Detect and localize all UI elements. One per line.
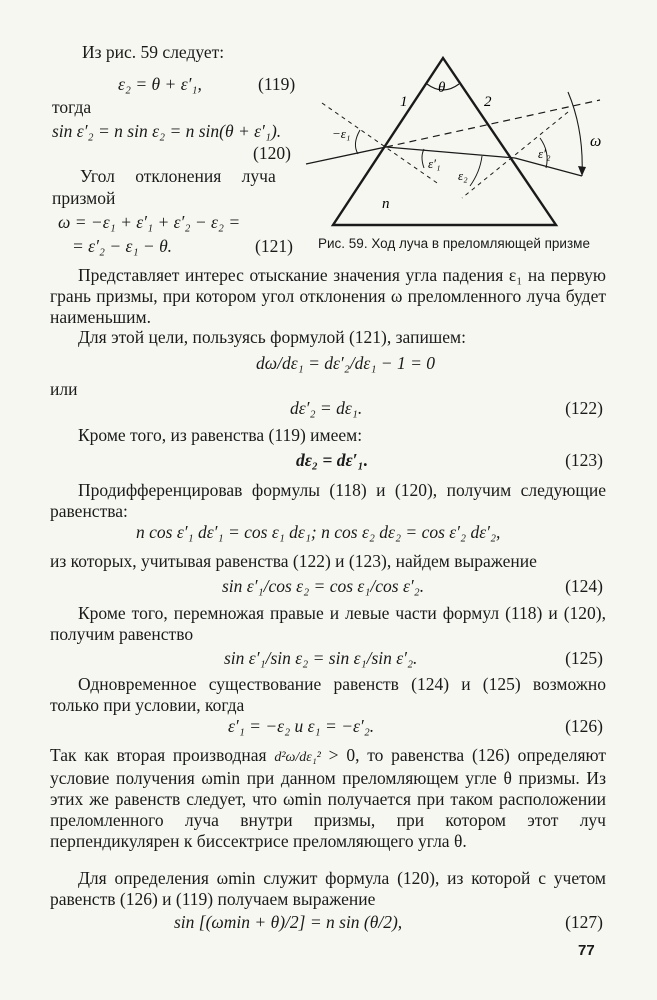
equation-123-number: (123): [565, 450, 603, 470]
equation-121-number: (121): [255, 236, 293, 256]
equation-126: ε′₁ = −ε₂ и ε₁ = −ε′₂.: [228, 716, 375, 736]
paragraph-1: Представляет интерес отыскание значения угла падения ε₁ на первую грань призмы, при котором угол отклонения ω преломленного луча будет наименьшим.: [50, 265, 606, 327]
paragraph-8: Так как вторая производная d²ω/dε₁² > 0, то равенства (126) определяют условие получения ωmin при данном преломляющем угле θ призмы. Из этих же равенств следует, что ωmin получается при таком расположении преломленного луча внутри призмы, при котором этот луч перпендикулярен к биссектрисе преломляющего угла θ.: [50, 745, 606, 851]
equation-120: sin ε′₂ = n sin ε₂ = n sin(θ + ε′₁).: [52, 121, 282, 141]
paragraph-7: Одновременное существование равенств (124) и (125) возможно только при условии, когда: [50, 674, 606, 715]
equation-differentials: n cos ε′₁ dε′₁ = cos ε₁ dε₁; n cos ε₂ dε₂ = cos ε′₂ dε′₂,: [136, 522, 501, 542]
equation-121-line2: = ε′₂ − ε₁ − θ.: [72, 236, 173, 256]
label-face-1: 1: [400, 94, 408, 110]
label-face-2: 2: [484, 94, 492, 110]
second-derivative-fraction: d²ω/dε₁²: [274, 750, 321, 765]
paragraph-6: Кроме того, перемножая правые и левые части формул (118) и (120), получим равенство: [50, 603, 606, 644]
equation-122-number: (122): [565, 398, 603, 418]
equation-127: sin [(ωmin + θ)/2] = n sin (θ/2),: [174, 912, 403, 932]
eps2-arc: [470, 156, 482, 186]
equation-120-number: (120): [253, 143, 291, 163]
label-n: n: [382, 196, 390, 212]
equation-124: sin ε′₁/cos ε₂ = cos ε₁/cos ε′₂.: [222, 576, 425, 596]
eps1p-arc: [422, 149, 424, 168]
paragraph-9: Для определения ωmin служит формула (120), из которой с учетом равенств (126) и (119) получаем выражение: [50, 868, 606, 909]
label-theta: θ: [438, 80, 446, 96]
or-word: или: [50, 379, 78, 399]
equation-127-number: (127): [565, 912, 603, 932]
normal-face-1: [322, 103, 440, 185]
prism-figure: [300, 40, 620, 240]
label-omega: ω: [590, 133, 602, 150]
equation-119: ε₂ = θ + ε′₁,: [118, 74, 202, 94]
page-number: 77: [578, 942, 595, 959]
paragraph-3: Кроме того, из равенства (119) имеем:: [78, 425, 363, 445]
equation-123: dε₂ = dε′₁.: [296, 450, 369, 470]
equation-121-line1: ω = −ε₁ + ε′₁ + ε′₂ − ε₂ =: [58, 212, 241, 232]
angle-heading-line1: Угол отклонения луча: [80, 166, 276, 186]
eps1-arc: [355, 130, 360, 154]
paragraph-4: Продифференцировав формулы (118) и (120), получим следующие равенства:: [50, 480, 606, 521]
equation-119-number: (119): [258, 74, 296, 94]
omega-arrowhead: [578, 166, 586, 176]
intro-text: Из рис. 59 следует:: [82, 42, 225, 62]
equation-126-number: (126): [565, 716, 603, 736]
equation-124-number: (124): [565, 576, 603, 596]
incident-ray-extension: [386, 100, 600, 147]
figure-caption: Рис. 59. Ход луча в преломляющей призме: [318, 236, 590, 251]
paragraph-2: Для этой цели, пользуясь формулой (121), запишем:: [78, 327, 466, 347]
label-eps1p: ε′₁: [428, 156, 441, 171]
label-eps2p: ε′₂: [538, 146, 551, 161]
paragraph-5: из которых, учитывая равенства (122) и (123), найдем выражение: [50, 551, 537, 571]
angle-heading-line2: призмой: [52, 188, 116, 208]
label-eps1: −ε₁: [332, 126, 351, 141]
label-eps2: ε₂: [458, 168, 468, 183]
equation-derivative: dω/dε₁ = dε′₂/dε₁ − 1 = 0: [256, 353, 436, 373]
equation-125: sin ε′₁/sin ε₂ = sin ε₁/sin ε′₂.: [224, 648, 418, 668]
equation-122: dε′₂ = dε₁.: [290, 398, 363, 418]
equation-125-number: (125): [565, 648, 603, 668]
then-word: тогда: [52, 97, 92, 117]
refracted-ray: [386, 147, 515, 158]
